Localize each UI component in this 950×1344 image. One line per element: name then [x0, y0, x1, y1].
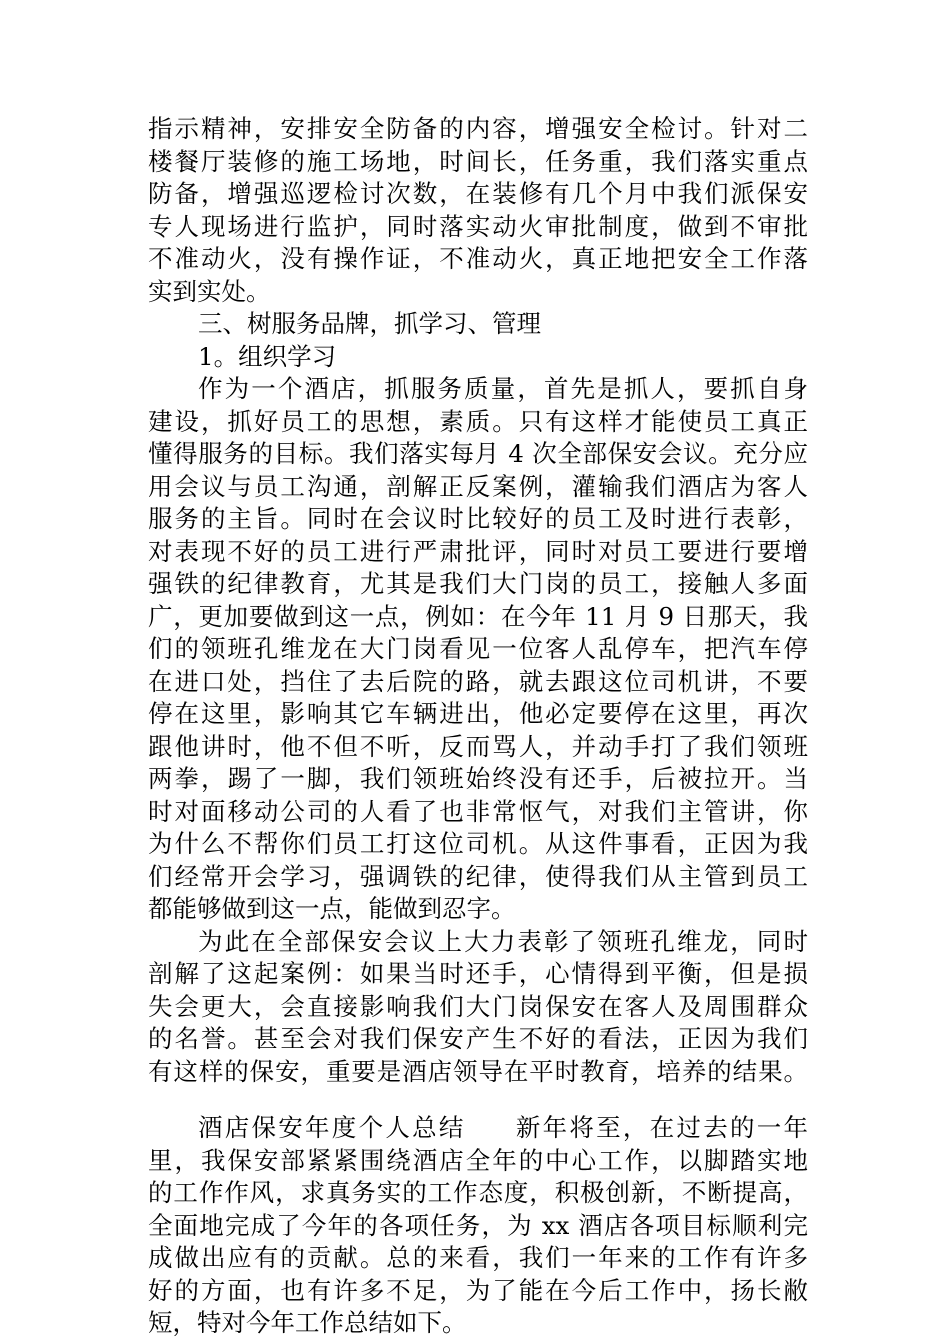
text-line: 专人现场进行监护，同时落实动火审批制度，做到不审批 — [148, 211, 808, 241]
text-line: 对表现不好的员工进行严肃批评，同时对员工要进行要增 — [148, 536, 808, 566]
text-line: 楼餐厅装修的施工场地，时间长，任务重，我们落实重点 — [148, 146, 808, 176]
text-line: 服务的主旨。同时在会议时比较好的员工及时进行表彰， — [148, 504, 808, 533]
text-line: 在进口处，挡住了去后院的路，就去跟这位司机讲，不要 — [148, 666, 808, 696]
text-line: 短，特对今年工作总结如下。 — [148, 1308, 467, 1337]
text-line: 全面地完成了今年的各项任务，为 xx 酒店各项目标顺利完 — [148, 1210, 808, 1240]
text-line: 用会议与员工沟通，剖解正反案例，灌输我们酒店为客人 — [148, 471, 808, 501]
text-line: 强铁的纪律教育，尤其是我们大门岗的员工，接触人多面 — [148, 569, 808, 598]
text-line: 不准动火，没有操作证，不准动火，真正地把安全工作落 — [148, 244, 808, 273]
text-line: 成做出应有的贡献。总的来看，我们一年来的工作有许多 — [148, 1243, 808, 1272]
summary-title: 酒店保安年度个人总结 — [198, 1113, 466, 1142]
text-line: 广，更加要做到这一点，例如：在今年 11 月 9 日那天，我 — [148, 601, 808, 631]
subsection-heading: 1。组织学习 — [198, 341, 337, 371]
text-line: 的名誉。甚至会对我们保安产生不好的看法，正因为我们 — [148, 1024, 808, 1053]
paragraph-gap — [148, 1088, 808, 1112]
text-line: 为什么不帮你们员工打这位司机。从这件事看，正因为我 — [148, 829, 808, 858]
text-line: 作为一个酒店，抓服务质量，首先是抓人，要抓自身 — [198, 374, 808, 403]
document-body — [148, 113, 808, 1340]
text-line: 都能够做到这一点，能做到忍字。 — [148, 894, 516, 923]
section-heading: 三、树服务品牌，抓学习、管理 — [198, 309, 541, 338]
text-line: 为此在全部保安会议上大力表彰了领班孔维龙，同时 — [198, 926, 808, 956]
text-line: 指示精神，安排安全防备的内容，增强安全检讨。针对二 — [148, 114, 808, 143]
text-line: 有这样的保安，重要是酒店领导在平时教育，培养的结果。 — [148, 1056, 808, 1086]
text-line: 防备，增强巡逻检讨次数，在装修有几个月中我们派保安 — [148, 179, 808, 208]
summary-intro: 新年将至，在过去的一年 — [513, 1113, 809, 1142]
text-line — [148, 1112, 808, 1145]
text-line: 建设，抓好员工的思想，素质。只有这样才能使员工真正 — [148, 406, 808, 436]
text-line: 的工作作风，求真务实的工作态度，积极创新，不断提高， — [148, 1178, 808, 1207]
text-line: 跟他讲时，他不但不听，反而骂人，并动手打了我们领班 — [148, 731, 808, 761]
text-line: 好的方面，也有许多不足，为了能在今后工作中，扬长敝 — [148, 1275, 808, 1305]
text-line: 两拳，踢了一脚，我们领班始终没有还手，后被拉开。当 — [148, 764, 808, 793]
text-line: 停在这里，影响其它车辆进出，他必定要停在这里，再次 — [148, 699, 808, 728]
text-line: 懂得服务的目标。我们落实每月 4 次全部保安会议。充分应 — [148, 439, 808, 468]
text-line: 时对面移动公司的人看了也非常怄气，对我们主管讲，你 — [148, 796, 808, 826]
text-line: 失会更大，会直接影响我们大门岗保安在客人及周围群众 — [148, 991, 808, 1021]
text-line: 剖解了这起案例：如果当时还手，心情得到平衡，但是损 — [148, 959, 808, 988]
text-line: 们经常开会学习，强调铁的纪律，使得我们从主管到员工 — [148, 861, 808, 891]
text-line: 们的领班孔维龙在大门岗看见一位客人乱停车，把汽车停 — [148, 634, 808, 663]
text-line: 实到实处。 — [148, 276, 271, 306]
text-line: 里，我保安部紧紧围绕酒店全年的中心工作，以脚踏实地 — [148, 1145, 808, 1175]
